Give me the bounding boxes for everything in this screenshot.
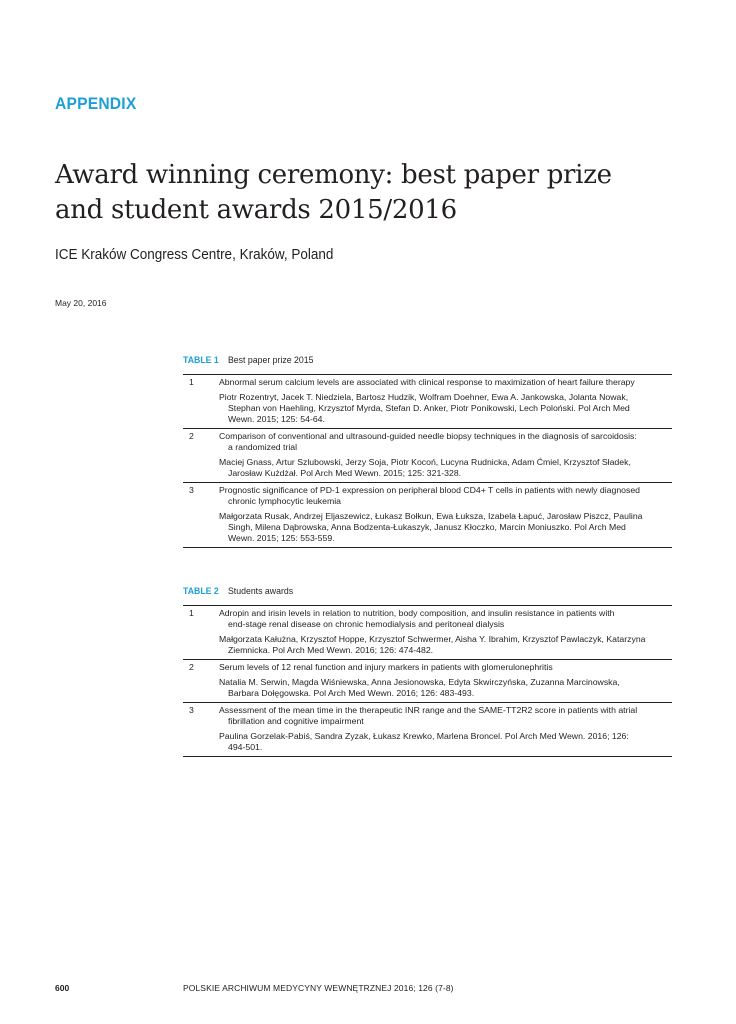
paper-title	[219, 608, 672, 630]
paper-authors-line: Maciej Gnass, Artur Szlubowski, Jerzy Soja, Piotr Kocoń, Lucyna Rudnicka, Adam Ćmiel, Krzysztof Sładek,	[219, 457, 631, 467]
table-row	[183, 659, 672, 702]
row-content	[219, 608, 672, 656]
date: May 20, 2016	[55, 298, 107, 308]
table-label: TABLE 1	[183, 355, 219, 366]
table-label: TABLE 2	[183, 586, 219, 597]
section-label: APPENDIX	[55, 94, 137, 113]
row-content	[219, 662, 672, 699]
paper-title-line: Abnormal serum calcium levels are associated with clinical response to maximization of heart failure therapy	[219, 377, 635, 387]
page-title-line-2: and student awards 2015/2016	[55, 195, 457, 225]
journal-name: POLSKIE ARCHIWUM MEDYCYNY WEWNĘTRZNEJ 2016; 126 (7-8)	[183, 983, 454, 993]
paper-title-line: Serum levels of 12 renal function and injury markers in patients with glomerulonephritis	[219, 662, 553, 672]
page-title-line-1: Award winning ceremony: best paper prize	[55, 160, 612, 190]
paper-title	[219, 431, 672, 453]
paper-title-line: end-stage renal disease on chronic hemodialysis and peritoneal dialysis	[228, 619, 505, 629]
paper-title	[219, 662, 672, 673]
row-content	[219, 431, 672, 479]
paper-title-line: fibrillation and cognitive impairment	[228, 716, 364, 726]
paper-authors-line: Ziemnicka. Pol Arch Med Wewn. 2016; 126: 474-482.	[228, 645, 434, 655]
paper-authors-line: Wewn. 2015; 125: 553-559.	[228, 533, 335, 543]
paper-title-line: Assessment of the mean time in the therapeutic INR range and the SAME-TT2R2 score in patients with atrial	[219, 705, 638, 715]
paper-title-line: Prognostic significance of PD-1 expression on peripheral blood CD4+ T cells in patients with newly diagnosed	[219, 485, 641, 495]
paper-title-line: a randomized trial	[228, 442, 298, 452]
table-best-paper	[183, 354, 672, 548]
table-caption-text: Best paper prize 2015	[227, 355, 314, 366]
row-content	[219, 705, 672, 753]
paper-authors-line: Singh, Milena Dąbrowska, Anna Bodzenta-Łukaszyk, Janusz Kłoczko, Marcin Moniuszko. Pol Arch Med	[228, 522, 626, 532]
paper-authors-line: Wewn. 2015; 125: 54-64.	[228, 414, 325, 424]
table-rows	[183, 605, 672, 757]
paper-title	[219, 377, 672, 388]
paper-authors-line: Stephan von Haehling, Krzysztof Myrda, Stefan D. Anker, Piotr Ponikowski, Lech Poloński. Pol Arch Med	[228, 403, 630, 413]
paper-title	[219, 485, 672, 507]
paper-title-line: Adropin and irisin levels in relation to nutrition, body composition, and insulin resistance in patients with	[219, 608, 615, 618]
table-caption	[183, 354, 633, 374]
row-content	[219, 485, 672, 544]
paper-authors-line: Paulina Gorzelak-Pabiś, Sandra Zyzak, Łukasz Krewko, Marlena Broncel. Pol Arch Med Wewn. 2016; 126:	[219, 731, 629, 741]
row-number: 2	[189, 431, 194, 441]
row-number: 1	[189, 608, 194, 618]
paper-authors-line: Małgorzata Rusak, Andrzej Eljaszewicz, Łukasz Bołkun, Ewa Łuksza, Izabela Łapuć, Jarosław Piszcz, Paulina	[219, 511, 643, 521]
table-row	[183, 606, 672, 659]
paper-authors-line: Jarosław Kużdżał. Pol Arch Med Wewn. 2015; 125: 321-328.	[228, 468, 462, 478]
paper-authors	[219, 677, 672, 699]
table-row	[183, 428, 672, 482]
table-row	[183, 702, 672, 756]
row-number: 2	[189, 662, 194, 672]
table-caption	[183, 585, 633, 605]
table-row	[183, 482, 672, 547]
paper-authors-line: Piotr Rozentryt, Jacek T. Niedziela, Bartosz Hudzik, Wolfram Doehner, Ewa A. Jankowska, Jolanta Nowak,	[219, 392, 629, 402]
row-number: 3	[189, 705, 194, 715]
table-caption-text: Students awards	[227, 586, 294, 597]
paper-authors	[219, 457, 672, 479]
venue: ICE Kraków Congress Centre, Kraków, Poland	[55, 246, 334, 263]
paper-authors-line: 494-501.	[228, 742, 263, 752]
page-title	[55, 158, 695, 228]
page-number: 600	[55, 983, 70, 993]
paper-authors-line: Małgorzata Kałużna, Krzysztof Hoppe, Krzysztof Schwermer, Aisha Y. Ibrahim, Krzysztof Pawlaczyk, Katarzyna	[219, 634, 646, 644]
paper-authors-line: Barbara Dołęgowska. Pol Arch Med Wewn. 2016; 126: 483-493.	[228, 688, 475, 698]
table-row	[183, 375, 672, 428]
row-content	[219, 377, 672, 425]
paper-title-line: chronic lymphocytic leukemia	[228, 496, 341, 506]
paper-title-line: Comparison of conventional and ultrasound-guided needle biopsy techniques in the diagnosis of sarcoidosis:	[219, 431, 637, 441]
row-number: 1	[189, 377, 194, 387]
paper-authors	[219, 731, 672, 753]
paper-authors-line: Natalia M. Serwin, Magda Wiśniewska, Anna Jesionowska, Edyta Skwirczyńska, Zuzanna Marcinowska,	[219, 677, 620, 687]
paper-authors	[219, 511, 672, 544]
paper-authors	[219, 392, 672, 425]
row-number: 3	[189, 485, 194, 495]
table-rows	[183, 374, 672, 548]
table-students-awards	[183, 585, 672, 757]
paper-authors	[219, 634, 672, 656]
paper-title	[219, 705, 672, 727]
